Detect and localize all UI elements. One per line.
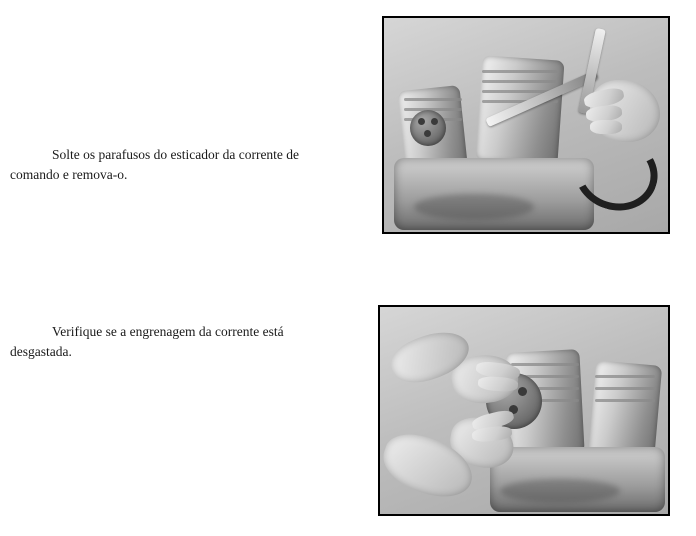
cylinder-fin [482, 70, 558, 73]
cylinder-fin [511, 363, 579, 366]
figure-2-photo [380, 307, 668, 514]
side-cover-plate [410, 110, 446, 146]
paragraph-step-1 [10, 145, 340, 184]
finger [590, 120, 622, 134]
cylinder-fin [595, 399, 655, 402]
cylinder-fin [595, 387, 655, 390]
paragraph-step-2 [10, 322, 340, 361]
cylinder-fin [404, 98, 462, 101]
cylinder-fin [482, 80, 558, 83]
shadow [500, 479, 620, 503]
cover-bolt-hole [418, 118, 425, 125]
sprocket-hole [518, 387, 527, 396]
cylinder-fin [595, 375, 655, 378]
paragraph-step-2-text: Verifique se a engrenagem da corrente está desgastada. [10, 324, 284, 359]
figure-1-photo [384, 18, 668, 232]
paragraph-step-1-text: Solte os parafusos do esticador da corrente de comando e remova-o. [10, 147, 300, 182]
figure-engine-tensioner-bolts [382, 16, 670, 234]
cover-bolt-hole [424, 130, 431, 137]
cover-bolt-hole [431, 118, 438, 125]
shadow [414, 194, 534, 220]
figure-cam-chain-sprocket-check [378, 305, 670, 516]
